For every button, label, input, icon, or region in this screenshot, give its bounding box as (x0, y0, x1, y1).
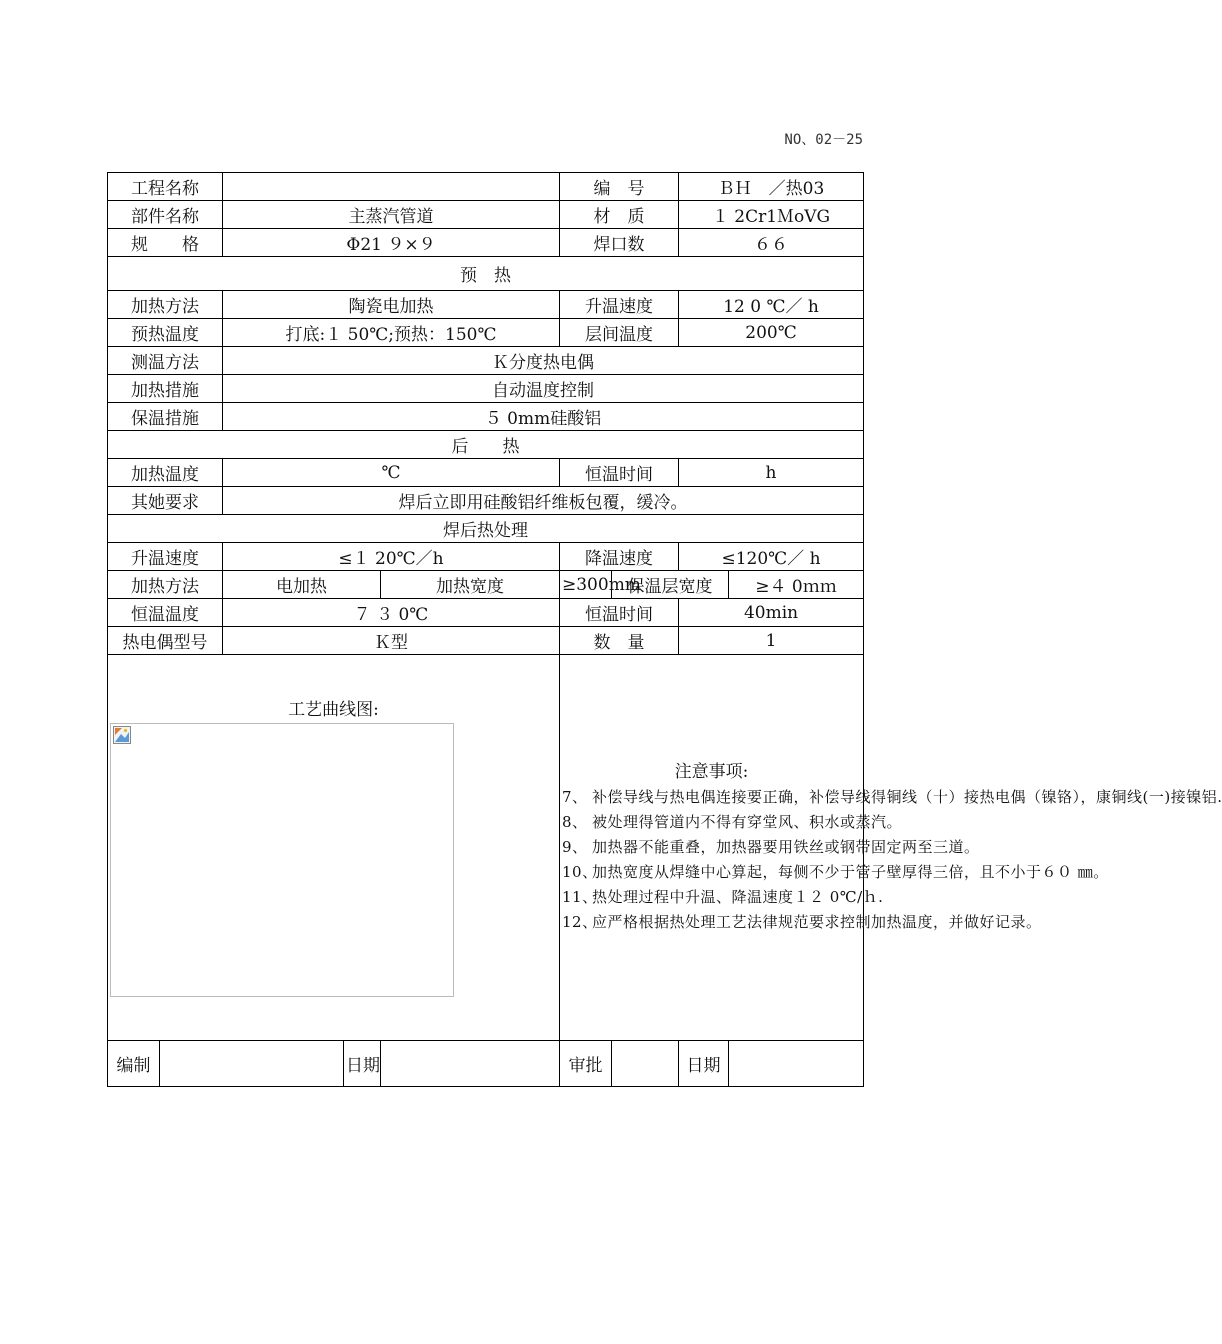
postheat-hold-time-value[interactable]: h (679, 459, 864, 487)
notes-list (562, 785, 1222, 935)
interpass-temp-value[interactable]: 200℃ (679, 319, 864, 347)
postheat-temp-label: 加热温度 (108, 459, 223, 487)
notes-title: 注意事项: (674, 761, 749, 782)
date-label-1: 日期 (344, 1041, 381, 1087)
material-value[interactable]: １ 2Cr1ＭoVG (679, 201, 864, 229)
approved-by-label: 审批 (560, 1041, 612, 1087)
preheat-temp-label: 预热温度 (108, 319, 223, 347)
part-name-value[interactable]: 主蒸汽管道 (223, 201, 560, 229)
pwht-hold-time-label: 恒温时间 (560, 599, 679, 627)
spec-value[interactable]: Φ21 ９×９ (223, 229, 560, 257)
thermocouple-model-label: 热电偶型号 (108, 627, 223, 655)
pwht-rise-rate-value[interactable]: ≤１ 20℃／h (223, 543, 560, 571)
heat-treatment-form (107, 172, 1222, 1087)
document-number: NO、02－25 (784, 132, 863, 148)
heating-measure-value[interactable]: 自动温度控制 (223, 375, 864, 403)
preheat-method-value[interactable]: 陶瓷电加热 (223, 291, 560, 319)
pwht-hold-temp-label: 恒温温度 (108, 599, 223, 627)
number-label: 编 号 (560, 173, 679, 201)
weld-count-label: 焊口数 (560, 229, 679, 257)
process-curve-cell (108, 655, 560, 1041)
note-item: 8、 被处理得管道内不得有穿堂风、积水或蒸汽。 (562, 812, 903, 831)
pwht-width-label: 加热宽度 (381, 571, 560, 599)
postheat-hold-time-label: 恒温时间 (560, 459, 679, 487)
note-item: 12、 应严格根据热处理工艺法律规范要求控制加热温度，并做好记录。 (562, 912, 1042, 931)
date-label-2: 日期 (679, 1041, 729, 1087)
project-name-value[interactable] (223, 173, 560, 201)
pwht-section-title: 焊后热处理 (108, 515, 864, 543)
temp-measure-value[interactable]: Ｋ分度热电偶 (223, 347, 864, 375)
quantity-label: 数 量 (560, 627, 679, 655)
interpass-temp-label: 层间温度 (560, 319, 679, 347)
material-label: 材 质 (560, 201, 679, 229)
part-name-label: 部件名称 (108, 201, 223, 229)
notes-cell (560, 655, 1222, 1041)
other-requirements-value[interactable]: 焊后立即用硅酸铝纤维板包覆，缓冷。 (223, 487, 864, 515)
weld-count-value[interactable]: ６６ (679, 229, 864, 257)
other-requirements-label: 其她要求 (108, 487, 223, 515)
preheat-rise-rate-value[interactable]: 12 0 ℃／ h (679, 291, 864, 319)
pwht-hold-time-value[interactable]: 40min (679, 599, 864, 627)
prepared-by-value[interactable] (160, 1041, 344, 1087)
project-name-label: 工程名称 (108, 173, 223, 201)
preheat-method-label: 加热方法 (108, 291, 223, 319)
date-value-1[interactable] (381, 1041, 560, 1087)
temp-measure-label: 测温方法 (108, 347, 223, 375)
pwht-fall-rate-label: 降温速度 (560, 543, 679, 571)
note-item: 9、 加热器不能重叠，加热器要用铁丝或钢带固定两至三道。 (562, 837, 980, 856)
pwht-method-label: 加热方法 (108, 571, 223, 599)
insulation-width-value[interactable]: ≥４ 0ｍｍ (729, 571, 864, 599)
note-item: 7、 补偿导线与热电偶连接要正确，补偿导线得铜线（十）接热电偶（镍铬），康铜线(一)接镍铝. (562, 787, 1222, 806)
heating-measure-label: 加热措施 (108, 375, 223, 403)
preheat-temp-value[interactable]: 打底:１ 50℃;预热：150℃ (223, 319, 560, 347)
note-item: 10、 加热宽度从焊缝中心算起，每侧不少于管子壁厚得三倍，且不小于６０ ㎜。 (562, 862, 1109, 881)
insulation-label: 保温措施 (108, 403, 223, 431)
pwht-method-value[interactable]: 电加热 (223, 571, 381, 599)
process-curve-title: 工艺曲线图: (288, 699, 379, 720)
number-value[interactable]: ＢＨ ／热03 (679, 173, 864, 201)
pwht-fall-rate-value[interactable]: ≤120℃／ h (679, 543, 864, 571)
approved-by-value[interactable] (612, 1041, 679, 1087)
date-value-2[interactable] (729, 1041, 864, 1087)
spec-label: 规 格 (108, 229, 223, 257)
pwht-hold-temp-value[interactable]: ７ ３ 0℃ (223, 599, 560, 627)
postheat-temp-value[interactable]: ℃ (223, 459, 560, 487)
insulation-value[interactable]: ５ 0mm硅酸铝 (223, 403, 864, 431)
preheat-rise-rate-label: 升温速度 (560, 291, 679, 319)
postheat-section-title: 后 热 (108, 431, 864, 459)
pwht-width-value[interactable]: ≥300mm (560, 571, 612, 599)
broken-image-icon (113, 726, 131, 744)
note-item: 11、 热处理过程中升温、降温速度１２ 0℃/ｈ. (562, 887, 884, 906)
thermocouple-model-value[interactable]: Ｋ型 (223, 627, 560, 655)
insulation-width-label: 保温层宽度 (612, 571, 729, 599)
pwht-rise-rate-label: 升温速度 (108, 543, 223, 571)
quantity-value[interactable]: 1 (679, 627, 864, 655)
prepared-by-label: 编制 (108, 1041, 160, 1087)
preheat-section-title: 预 热 (108, 257, 864, 291)
process-curve-image (110, 723, 454, 997)
